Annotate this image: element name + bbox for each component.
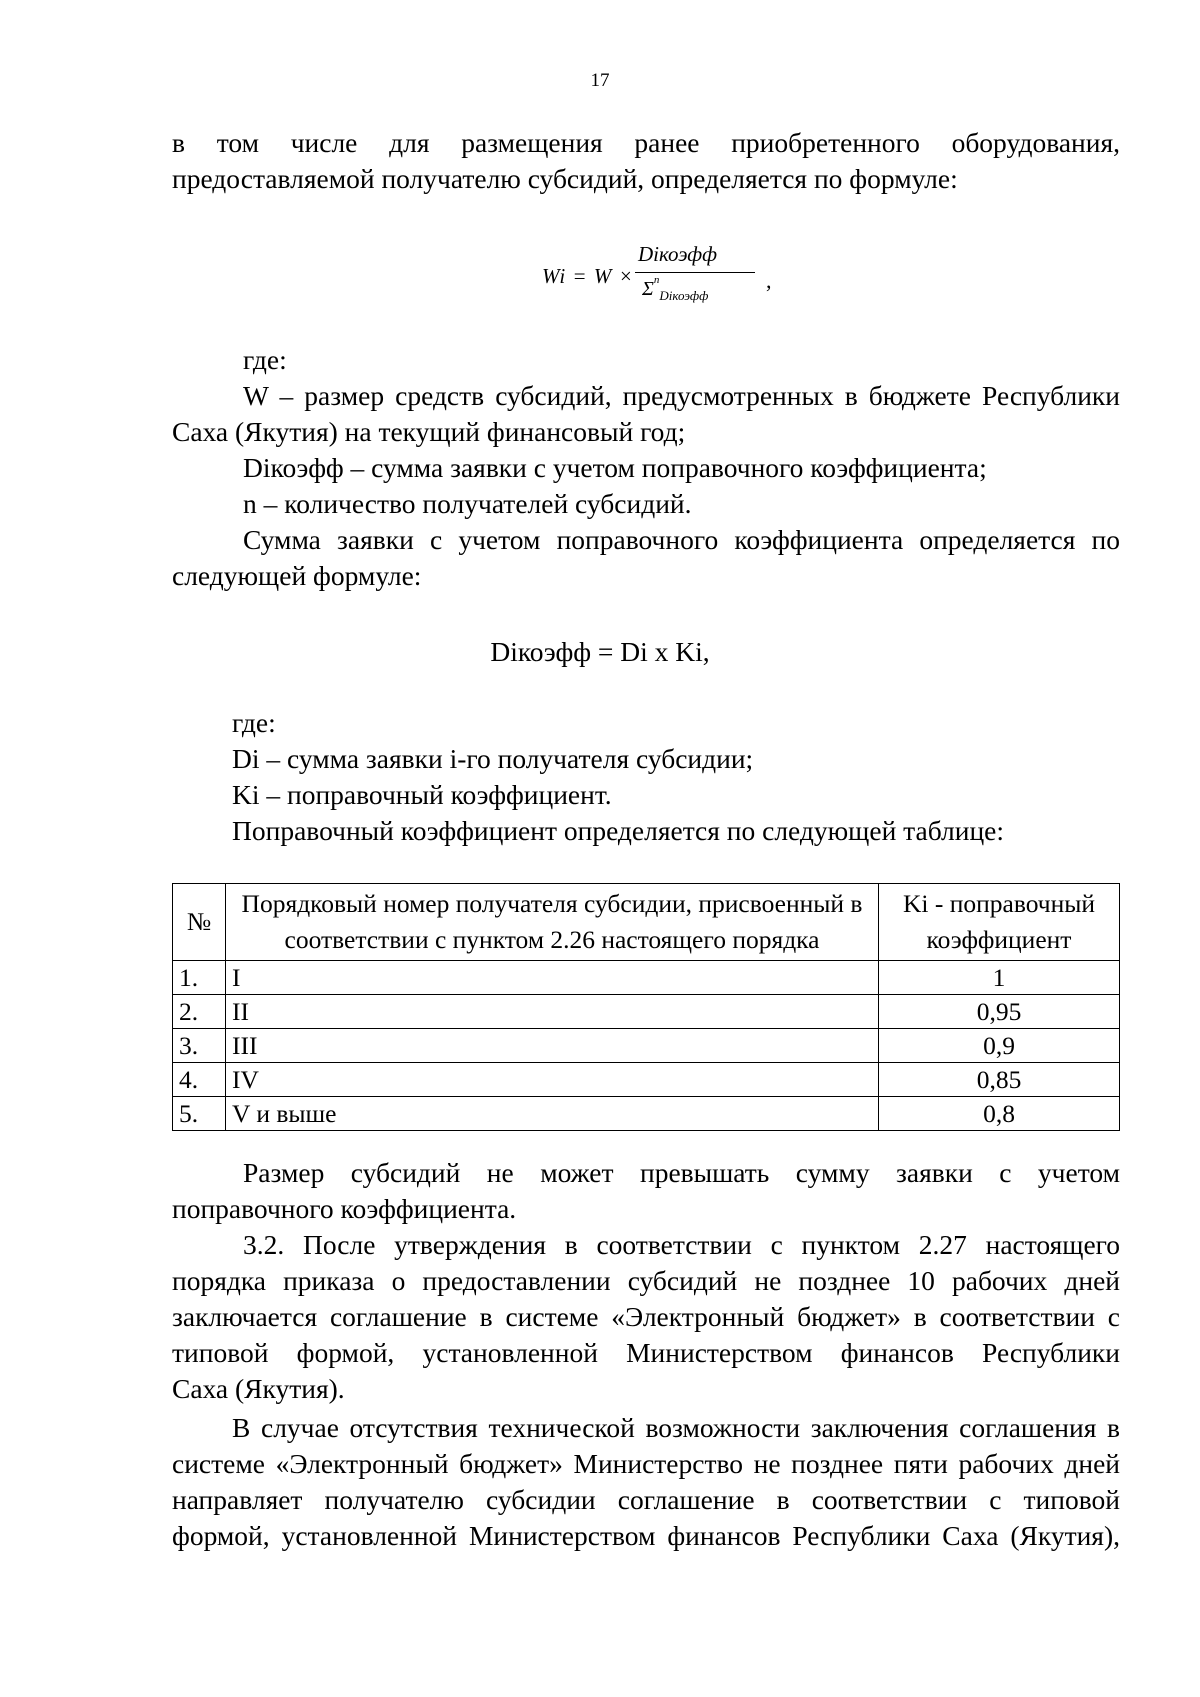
row-coefficient: 0,95	[879, 995, 1120, 1029]
row-order: II	[226, 995, 879, 1029]
after-table-paragraph	[172, 1155, 1120, 1227]
text-line: предоставляемой получателю субсидий, определяется по формуле:	[172, 163, 958, 194]
row-number: 1.	[173, 961, 226, 995]
table-row	[173, 1029, 1120, 1063]
row-coefficient: 0,9	[879, 1029, 1120, 1063]
text-line: в том числе для размещения ранее приобретенного оборудования,	[172, 127, 1120, 158]
text-line: направляет получателю субсидии соглашение в соответствии с типовой	[172, 1484, 1120, 1515]
table-row	[173, 1097, 1120, 1131]
formula-wi	[542, 242, 772, 314]
text-line: порядка приказа о предоставлении субсидий не позднее 10 рабочих дней	[172, 1265, 1120, 1296]
text-line: Поправочный коэффициент определяется по следующей таблице:	[232, 815, 1005, 846]
row-coefficient: 0,8	[879, 1097, 1120, 1131]
row-coefficient: 1	[879, 961, 1120, 995]
text-line: Сумма заявки с учетом поправочного коэффициента определяется по	[243, 524, 1120, 555]
table-row	[173, 961, 1120, 995]
where-label: где:	[232, 707, 276, 738]
text-line: 3.2. После утверждения в соответствии с пунктом 2.27 настоящего	[243, 1229, 1120, 1260]
header-number: №	[173, 884, 226, 961]
formula-lhs: Wi = W ×	[542, 264, 634, 288]
row-order: V и выше	[226, 1097, 879, 1131]
text-line: Саха (Якутия) на текущий финансовый год;	[172, 416, 686, 447]
intro-paragraph	[172, 125, 1120, 197]
definitions-block-2	[172, 705, 1120, 849]
text-line: поправочного коэффициента.	[172, 1193, 517, 1224]
row-number: 2.	[173, 995, 226, 1029]
row-order: III	[226, 1029, 879, 1063]
header-coefficient: Ki - поправочный коэффициент	[879, 884, 1120, 961]
text-line: заключается соглашение в системе «Электронный бюджет» в соответствии с	[172, 1301, 1120, 1332]
where-label: где:	[243, 344, 287, 375]
text-line: Di – сумма заявки i-го получателя субсидии;	[232, 743, 754, 774]
fraction-bar	[635, 272, 755, 273]
text-line: типовой формой, установленной Министерством финансов Республики	[172, 1337, 1120, 1368]
page-number: 17	[590, 70, 610, 91]
paragraph-electronic-budget-case	[172, 1410, 1120, 1554]
row-order: IV	[226, 1063, 879, 1097]
definitions-block-1	[172, 342, 1120, 594]
row-coefficient: 0,85	[879, 1063, 1120, 1097]
sigma-symbol: Σ	[642, 278, 654, 300]
text-line: Ki – поправочный коэффициент.	[232, 779, 612, 810]
sigma-subscript: Diкоэфф	[659, 288, 709, 303]
text-line: следующей формуле:	[172, 560, 422, 591]
text-line: В случае отсутствия технической возможности заключения соглашения в	[232, 1412, 1120, 1443]
row-number: 4.	[173, 1063, 226, 1097]
header-recipient-order: Порядковый номер получателя субсидии, присвоенный в соответствии с пунктом 2.26 настоящего порядка	[226, 884, 879, 961]
formula-numerator: Diкоэфф	[638, 242, 718, 266]
formula-dikoeff: Diкоэфф = Di x Ki,	[490, 636, 710, 667]
text-line: системе «Электронный бюджет» Министерство не позднее пяти рабочих дней	[172, 1448, 1120, 1479]
text-line: Саха (Якутия).	[172, 1373, 345, 1404]
table-row	[173, 995, 1120, 1029]
table-row	[173, 1063, 1120, 1097]
text-line: W – размер средств субсидий, предусмотренных в бюджете Республики	[243, 380, 1120, 411]
coefficient-table	[172, 883, 1120, 1131]
text-line: Размер субсидий не может превышать сумму заявки с учетом	[243, 1157, 1120, 1188]
sigma-upper-limit: n	[653, 274, 660, 287]
formula-comma: ,	[766, 268, 772, 293]
paragraph-3-2	[172, 1227, 1120, 1407]
row-number: 3.	[173, 1029, 226, 1063]
formula-denominator	[642, 274, 709, 304]
text-line: n – количество получателей субсидий.	[243, 488, 692, 519]
text-line: Diкоэфф – сумма заявки с учетом поправочного коэффициента;	[243, 452, 987, 483]
table-header-row	[173, 884, 1120, 961]
row-order: I	[226, 961, 879, 995]
row-number: 5.	[173, 1097, 226, 1131]
text-line: формой, установленной Министерством финансов Республики Саха (Якутия),	[172, 1520, 1120, 1551]
